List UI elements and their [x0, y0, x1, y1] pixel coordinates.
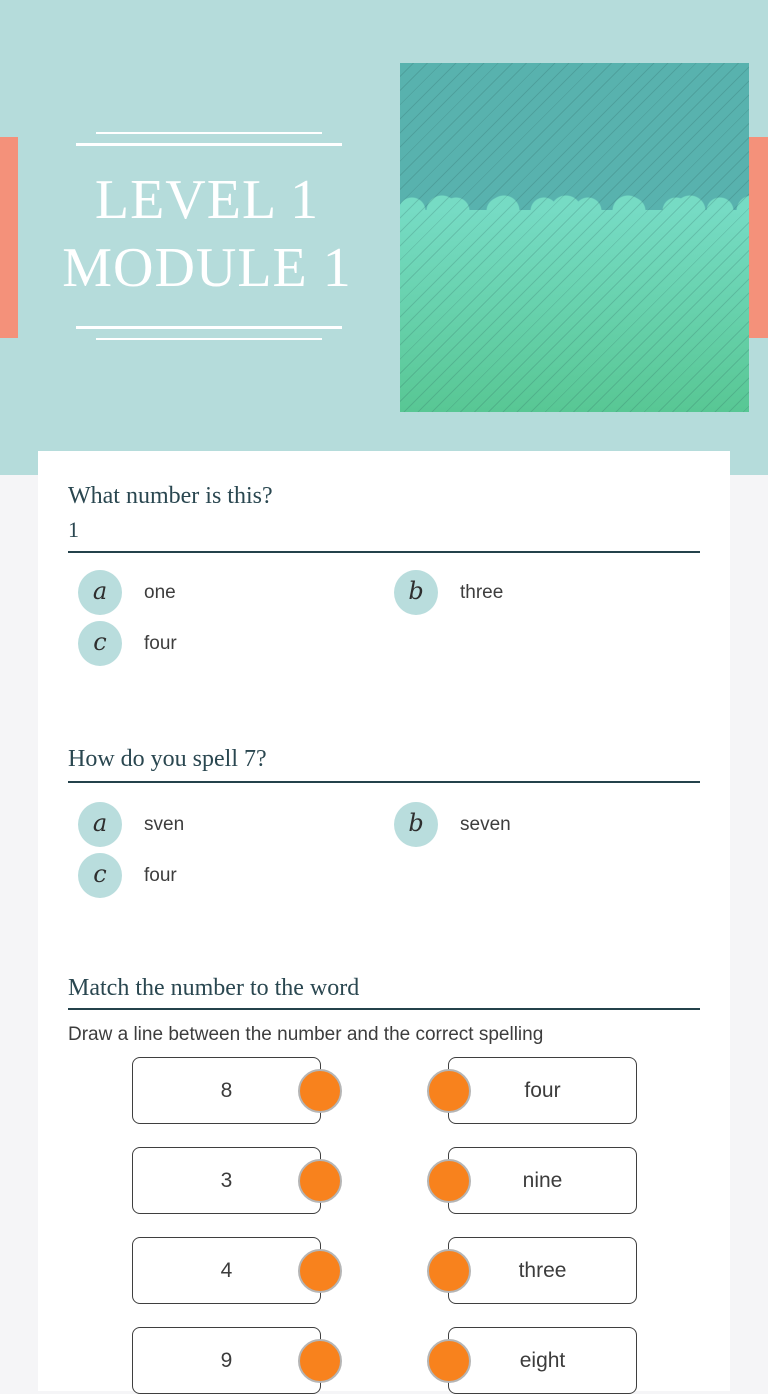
title-divider-bottom-thin	[96, 338, 322, 340]
match-left-value: 4	[220, 1258, 233, 1282]
option-letter-badge: b	[394, 570, 438, 615]
match-right-box-1	[448, 1057, 637, 1124]
option-label: sven	[144, 813, 185, 835]
option-label: four	[144, 864, 177, 886]
match-right-value: eight	[519, 1348, 566, 1372]
match-right-box-3	[448, 1237, 637, 1304]
question-1-option-b[interactable]	[394, 570, 700, 615]
match-left-box-4	[132, 1327, 321, 1394]
worksheet-title-line2: MODULE 1	[62, 237, 352, 299]
match-right-value: three	[518, 1258, 567, 1282]
option-label: seven	[460, 813, 511, 835]
match-grid	[132, 1057, 700, 1394]
match-left-value: 8	[220, 1078, 233, 1102]
question-2-options	[68, 802, 700, 898]
match-right-value: nine	[522, 1168, 563, 1192]
option-letter-badge: a	[78, 570, 122, 615]
match-dot-left-3[interactable]	[298, 1249, 342, 1293]
question-1	[68, 483, 700, 666]
option-label: one	[144, 581, 176, 603]
match-left-box-3	[132, 1237, 321, 1304]
title-divider-top-thick	[76, 143, 342, 146]
worksheet-header	[0, 0, 768, 475]
question-3-divider	[68, 1008, 700, 1010]
option-letter-badge: c	[78, 853, 122, 898]
question-1-options	[68, 570, 700, 666]
question-1-option-a[interactable]	[78, 570, 384, 615]
match-left-value: 3	[220, 1168, 233, 1192]
question-2-option-b[interactable]	[394, 802, 700, 847]
worksheet-title	[0, 166, 417, 302]
match-dot-right-4[interactable]	[427, 1339, 471, 1383]
question-1-subtitle: 1	[68, 517, 79, 542]
question-2	[68, 746, 700, 898]
accent-bar-right	[749, 137, 768, 338]
match-right-box-2	[448, 1147, 637, 1214]
match-left-box-2	[132, 1147, 321, 1214]
match-left-value: 9	[220, 1348, 233, 1372]
match-right-value: four	[524, 1078, 561, 1102]
header-illustration	[400, 63, 749, 412]
question-1-divider	[68, 551, 700, 553]
option-label: three	[460, 581, 504, 603]
match-dot-right-1[interactable]	[427, 1069, 471, 1113]
match-left-box-1	[132, 1057, 321, 1124]
illustration-stripes	[400, 63, 749, 412]
question-1-title: What number is this?	[68, 483, 273, 509]
question-2-divider	[68, 781, 700, 783]
question-1-option-c[interactable]	[78, 621, 384, 666]
match-instruction: Draw a line between the number and the correct spelling	[68, 1024, 544, 1045]
question-2-option-a[interactable]	[78, 802, 384, 847]
match-dot-left-2[interactable]	[298, 1159, 342, 1203]
question-2-title: How do you spell 7?	[68, 746, 267, 772]
question-3-title: Match the number to the word	[68, 975, 360, 1001]
option-letter-badge: c	[78, 621, 122, 666]
option-label: four	[144, 632, 177, 654]
worksheet-title-line1: LEVEL 1	[94, 169, 320, 231]
match-right-box-4	[448, 1327, 637, 1394]
title-divider-top-thin	[96, 132, 322, 134]
option-letter-badge: b	[394, 802, 438, 847]
match-dot-left-1[interactable]	[298, 1069, 342, 1113]
option-letter-badge: a	[78, 802, 122, 847]
match-dot-right-2[interactable]	[427, 1159, 471, 1203]
question-3	[68, 975, 700, 1394]
match-dot-right-3[interactable]	[427, 1249, 471, 1293]
match-dot-left-4[interactable]	[298, 1339, 342, 1383]
worksheet-card	[38, 451, 730, 1391]
question-2-option-c[interactable]	[78, 853, 384, 898]
title-divider-bottom-thick	[76, 326, 342, 329]
